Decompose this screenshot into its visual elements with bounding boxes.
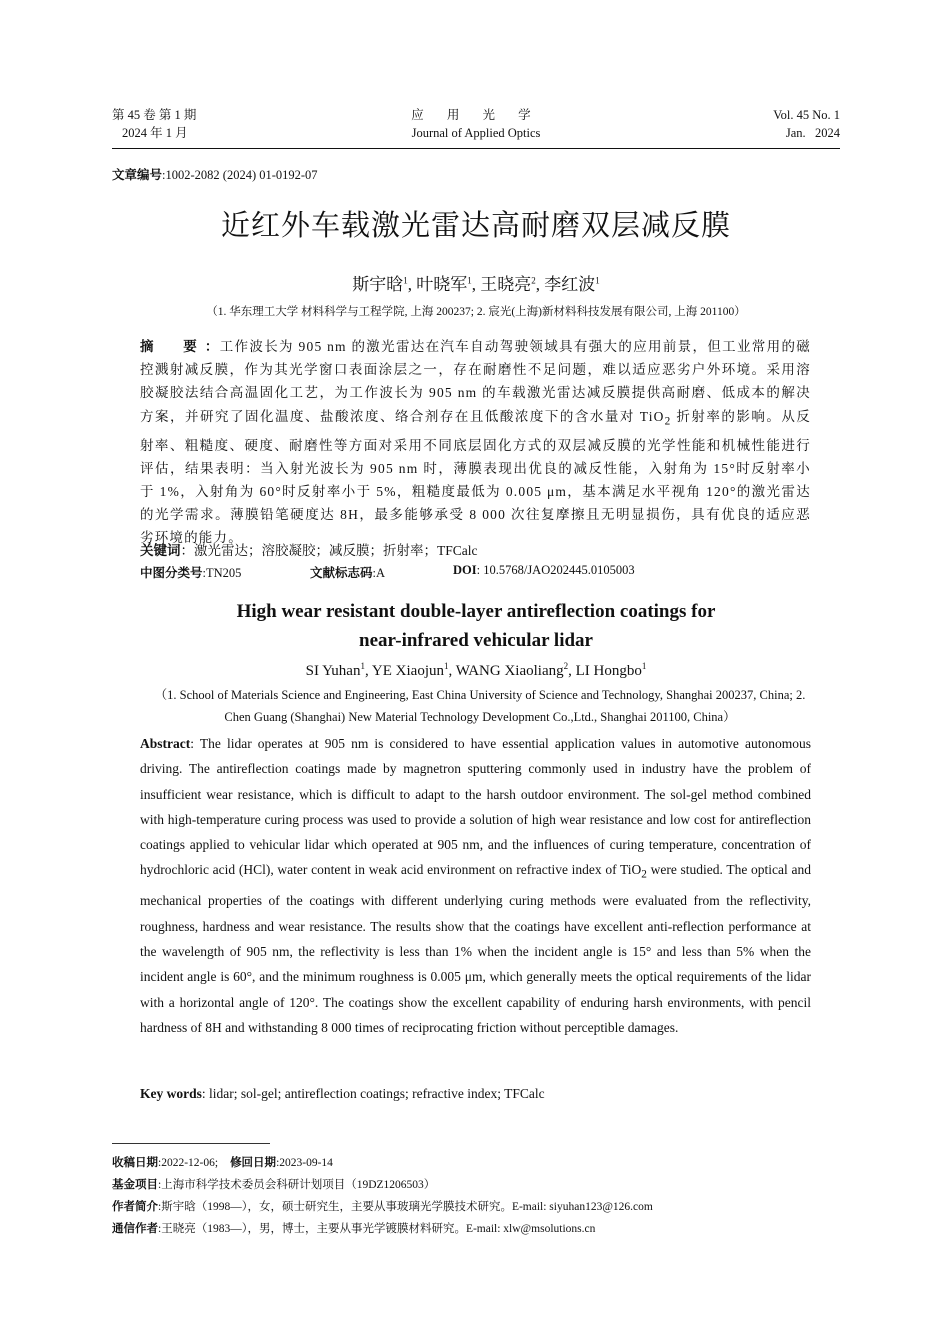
date-cn: 2024 年 1 月 xyxy=(122,126,188,140)
abstract-cn-label: 摘 要 xyxy=(140,339,205,354)
header-right xyxy=(773,106,840,142)
abstract-en-label: Abstract xyxy=(140,736,191,751)
affiliation-en: （1. School of Materials Science and Engineering, East China University of Science and Technology, Shanghai 200237, China; 2. Chen Guang (Shanghai) New Material Technology Development Co.,Ltd., Shanghai 201100, China） xyxy=(154,688,806,724)
keywords-cn xyxy=(140,539,811,559)
author-bio-label: 作者简介 xyxy=(112,1201,158,1213)
doi-value: : 10.5768/JAO202445.0105003 xyxy=(476,563,635,577)
received-label: 收稿日期 xyxy=(112,1157,158,1169)
keywords-cn-label: 关键词 xyxy=(140,543,181,558)
affiliation-cn: （1. 华东理工大学 材料科学与工程学院, 上海 200237; 2. 宸光(上海)新材料科技发展有限公司, 上海 201100） xyxy=(206,306,746,318)
article-number-value: :1002-2082 (2024) 01-0192-07 xyxy=(162,168,318,182)
issue-en: Vol. 45 No. 1 xyxy=(773,108,840,122)
abstract-en-text-1: : The lidar operates at 905 nm is considered to have essential application values in automotive autonomous driving. The antireflection coatings made by magnetron sputtering commonly used in industry have the problem of insufficient wear resistance, which is difficult to adapt to the harsh outdoor environment. The sol-gel method combined with high-temperature curing process was used to provide a solution of high wear resistance and low cost for antireflection coatings applied to vehicular lidar which operated at 905 nm, and the influences of curing temperature, concentration of hydrochloric acid (HCl), water content in weak acid environment on refractive index of TiO xyxy=(140,736,811,878)
header-rule xyxy=(112,148,840,149)
running-header xyxy=(112,106,840,146)
title-en xyxy=(112,597,840,655)
title-cn: 近红外车载激光雷达高耐磨双层减反膜 xyxy=(220,210,731,242)
author-en-4: LI Hongbo xyxy=(575,663,642,679)
author-cn-4-aff: 1 xyxy=(595,275,600,286)
author-cn-1: 斯宇晗 xyxy=(352,275,404,294)
doi-label: DOI xyxy=(453,563,477,577)
author-cn-3: 王晓亮 xyxy=(480,275,532,294)
doc-value: :A xyxy=(372,566,386,580)
footnote-corresponding xyxy=(112,1218,840,1240)
author-en-1: SI Yuhan xyxy=(305,663,361,679)
doi xyxy=(453,563,635,578)
journal-cn: 应 用 光 学 xyxy=(411,108,541,122)
abstract-cn-text-2: 折射率的影响。从反射率、粗糙度、硬度、耐磨性等方面对采用不同底层固化方式的双层减反膜的光学性能和机械性能进行评估，结果表明：当入射光波长为 905 nm 时，薄膜表现出优良的减反性能，入射角为 15°时反射率小于 1%，入射角为 60°时反射率小于 5%，粗糙度最低为 0.005 μm，基本满足水平视角 120°的激光雷达的光学需求。薄膜铅笔硬度达 8H，最多能够承受 8 000 次往复摩擦且无明显损伤，具有优良的适应恶劣环境的能力。 xyxy=(140,408,812,546)
article-number-label: 文章编号 xyxy=(112,168,163,182)
title-en-line-1: High wear resistant double-layer antireflection coatings for xyxy=(236,601,716,622)
date-en: Jan. 2024 xyxy=(785,126,840,140)
abstract-en-text-2: were studied. The optical and mechanical properties of the coatings with different underlying curing methods were evaluated from the reflectivity, roughness, hardness and wear resistance. The results show that the coatings have excellent anti-reflection performance at the wavelength of 905 nm, the reflectivity is less than 1% when the incident angle is 15° and less than 5% when the incident angle is 60°, and the minimum roughness is 0.005 μm, which generally meets the optical requirements of the lidar with a horizontal angle of 120°. The coatings show the excellent capability of enduring harsh environments, with pencil hardness of 8H and withstanding 8 000 times of reciprocating friction without perceptible damages. xyxy=(140,862,811,1035)
keywords-cn-text: ：激光雷达；溶胶凝胶；减反膜；折射率；TFCalc xyxy=(180,543,478,558)
author-en-2-aff: 1 xyxy=(444,661,449,671)
author-cn-2-aff: 1 xyxy=(467,275,472,286)
issue-cn: 第 45 卷 第 1 期 xyxy=(112,108,197,122)
author-cn-2: 叶晓军 xyxy=(416,275,468,294)
corresponding-label: 通信作者 xyxy=(112,1223,158,1235)
footnote-dates xyxy=(112,1152,840,1174)
article-number xyxy=(112,165,318,183)
author-en-4-aff: 1 xyxy=(641,661,647,671)
footnotes xyxy=(112,1152,840,1240)
keywords-en-text: : lidar; sol-gel; antireflection coatings; refractive index; TFCalc xyxy=(201,1086,545,1101)
author-en-2: YE Xiaojun xyxy=(371,663,444,679)
clc-value: :TN205 xyxy=(202,566,242,580)
footnote-rule xyxy=(112,1143,270,1144)
fund-label: 基金项目 xyxy=(112,1179,158,1191)
fund-value: :上海市科学技术委员会科研计划项目（19DZ1206503） xyxy=(158,1179,436,1191)
corresponding-value: :王晓亮（1983—），男，博士，主要从事光学镀膜材料研究。E-mail: xlw@msolutions.cn xyxy=(158,1223,596,1235)
title-en-line-2: near-infrared vehicular lidar xyxy=(359,630,593,651)
header-center xyxy=(112,106,840,142)
footnote-fund xyxy=(112,1174,840,1196)
author-en-1-aff: 1 xyxy=(360,661,365,671)
abstract-en-sub: 2 xyxy=(641,869,647,882)
clc-code xyxy=(140,563,241,581)
doc-code xyxy=(310,563,385,581)
authors-cn: 斯宇晗$^1$, 叶晓军$^1$, 王晓亮$^2$, 李红波$^1$ xyxy=(352,275,600,294)
received-value: :2022-12-06; xyxy=(158,1157,219,1169)
revised-label: 修回日期 xyxy=(230,1157,277,1169)
author-en-3: WANG Xiaoliang xyxy=(455,663,564,679)
abstract-cn-text-1: 工作波长为 905 nm 的激光雷达在汽车自动驾驶领域具有强大的应用前景，但工业常用的磁控溅射减反膜，作为其光学窗口表面涂层之一，存在耐磨性不足问题，难以适应恶劣户外环境。采用溶胶凝胶法结合高温固化工艺，为工作波长为 905 nm 的车载激光雷达减反膜提供高耐磨、低成本的解决方案，并研究了固化温度、盐酸浓度、络合剂存在且低酸浓度下的含水量对 TiO xyxy=(140,339,811,424)
authors-en: SI Yuhan$^1$, YE Xiaojun$^1$, WANG Xiaoliang$^2$, LI Hongbo$^1$ xyxy=(305,661,647,679)
abstract-cn-sub: 2 xyxy=(664,415,672,428)
doc-label: 文献标志码 xyxy=(310,566,373,580)
journal-en: Journal of Applied Optics xyxy=(411,126,541,140)
keywords-en xyxy=(140,1086,811,1102)
author-cn-1-aff: 1 xyxy=(403,275,408,286)
author-cn-3-aff: 2 xyxy=(531,275,536,286)
keywords-en-label: Key words xyxy=(140,1086,202,1101)
author-bio-value: :斯宇晗（1998—），女，硕士研究生，主要从事玻璃光学膜技术研究。E-mail: siyuhan123@126.com xyxy=(158,1201,653,1213)
footnote-author xyxy=(112,1196,840,1218)
abstract-en xyxy=(140,731,811,1040)
revised-value: :2023-09-14 xyxy=(276,1157,333,1169)
abstract-cn: 摘 要：工作波长为 905 nm 的激光雷达在汽车自动驾驶领域具有强大的应用前景，但工业常用的磁控溅射减反膜，作为其光学窗口表面涂层之一，存在耐磨性不足问题，难以适应恶劣户外环境。采用溶胶凝胶法结合高温固化工艺，为工作波长为 905 nm 的车载激光雷达减反膜提供高耐磨、低成本的解决方案，并研究了固化温度、盐酸浓度、络合剂存在且低酸浓度下的含水量对 TiO$_2$ 折射率的影响。从反射率、粗糙度、硬度、耐磨性等方面对采用不同底层固化方式的双层减反膜的光学性能和机械性能进行评估，结果表明：当入射光波长为 905 nm 时，薄膜表现出优良的减反性能，入射角为 15°时反射率小于 1%，入射角为 60°时反射率小于 5%，粗糙度最低为 0.005 μm，基本满足水平视角 120°的激光雷达的光学需求。薄膜铅笔硬度达 8H，最多能够承受 8 000 次往复摩擦且无明显损伤，具有优良的适应恶劣环境的能力。 xyxy=(140,339,812,546)
clc-label: 中图分类号 xyxy=(140,566,203,580)
author-cn-4: 李红波 xyxy=(544,275,596,294)
author-en-3-aff: 2 xyxy=(563,661,569,671)
